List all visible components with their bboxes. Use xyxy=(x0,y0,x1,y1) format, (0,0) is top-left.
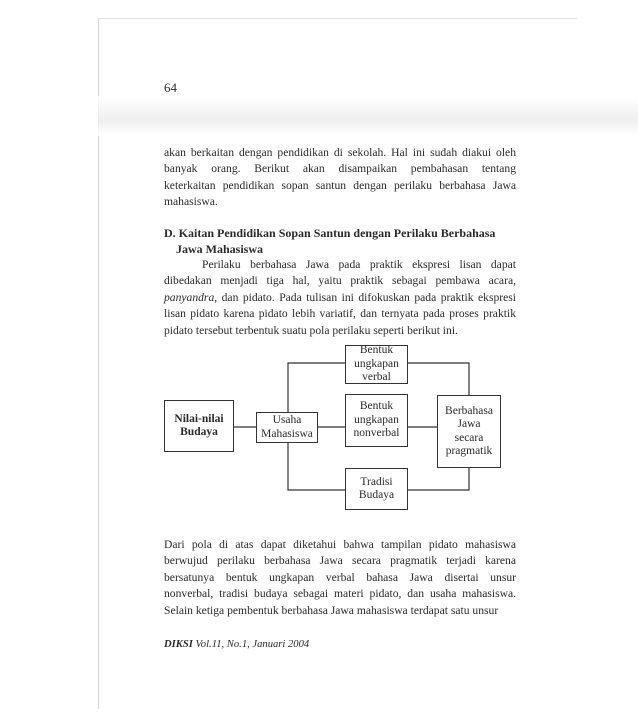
box-tradisi-budaya xyxy=(345,468,408,510)
box-text: Tradisi xyxy=(360,475,393,488)
connector-tradisi-pragmatik xyxy=(408,468,469,490)
box-text: ungkapan xyxy=(354,357,399,370)
box-text: ungkapan xyxy=(354,413,399,426)
box-text: Nilai-nilai xyxy=(174,412,224,425)
journal-issue: Vol.11, No.1, Januari 2004 xyxy=(195,639,310,650)
journal-footer xyxy=(164,639,309,650)
closing-paragraph xyxy=(164,537,516,619)
box-usaha-mahasiswa xyxy=(256,412,318,443)
page-number: 64 xyxy=(164,80,177,95)
closing-line: bersatunya bentuk ungkapan verbal bahasa Jawa disertai unsur xyxy=(164,570,516,584)
journal-name: DIKSI xyxy=(164,639,193,650)
closing-line: nonverbal, tradisi budaya sebagai materi pidato, dan usaha mahasiswa. xyxy=(164,587,516,601)
box-text: Berbahasa xyxy=(445,404,493,417)
section-line: lisan pidato karena pidato lebih variatif, dan ternyata pada proses praktik xyxy=(164,307,516,321)
box-text: Bentuk xyxy=(359,344,394,357)
box-text: Budaya xyxy=(180,426,218,438)
section-heading-line-1: D. Kaitan Pendidikan Sopan Santun dengan Perilaku Berbahasa xyxy=(164,226,496,240)
box-text: nonverbal xyxy=(353,427,400,440)
intro-line: mahasiswa. xyxy=(164,195,218,209)
box-text: Mahasiswa xyxy=(261,427,313,440)
intro-line: banyak orang. Berikut akan disampaikan pembahasan tentang xyxy=(164,162,516,176)
box-text: pragmatik xyxy=(445,445,493,457)
box-bentuk-nonverbal xyxy=(345,394,408,447)
box-text: Bentuk xyxy=(359,400,394,413)
box-berbahasa-pragmatik xyxy=(437,395,501,468)
section-line: dibedakan menjadi tiga hal, yaitu praktik sebagai pembawa acara, xyxy=(164,274,516,288)
connector-usaha-tradisi xyxy=(288,442,345,490)
box-text: secara xyxy=(454,431,484,444)
italic-term: panyandra xyxy=(164,290,215,304)
box-nilai-budaya xyxy=(164,400,234,452)
section-heading-line-2: Jawa Mahasiswa xyxy=(176,242,264,256)
section-line: pidato tersebut terbentuk suatu pola perilaku seperti berikut ini. xyxy=(164,323,458,337)
section-line: panyandra, dan pidato. Pada tulisan ini difokuskan pada praktik ekspresi xyxy=(164,290,516,304)
connector-verbal-pragmatik xyxy=(408,363,469,395)
closing-line: Dari pola di atas dapat diketahui bahwa tampilan pidato mahasiswa xyxy=(164,538,516,551)
box-text: Budaya xyxy=(358,489,395,501)
box-text: Usaha xyxy=(272,414,302,426)
box-bentuk-verbal xyxy=(345,345,408,384)
intro-line: akan berkaitan dengan pendidikan di sekolah. Hal ini sudah diakui oleh xyxy=(164,146,516,159)
box-text: Jawa xyxy=(457,418,481,430)
connector-usaha-verbal xyxy=(288,363,345,412)
box-text: verbal xyxy=(362,371,391,384)
closing-line: Selain ketiga pembentuk berbahasa Jawa mahasiswa terdapat satu unsur xyxy=(164,603,499,617)
closing-line: berwujud perilaku berbahasa Jawa secara pragmatik terjadi karena xyxy=(164,554,516,568)
intro-line: keterkaitan pendidikan sopan santun dengan perilaku berbahasa Jawa xyxy=(164,178,516,192)
section-line: Perilaku berbahasa Jawa pada praktik ekspresi lisan dapat xyxy=(202,258,516,271)
